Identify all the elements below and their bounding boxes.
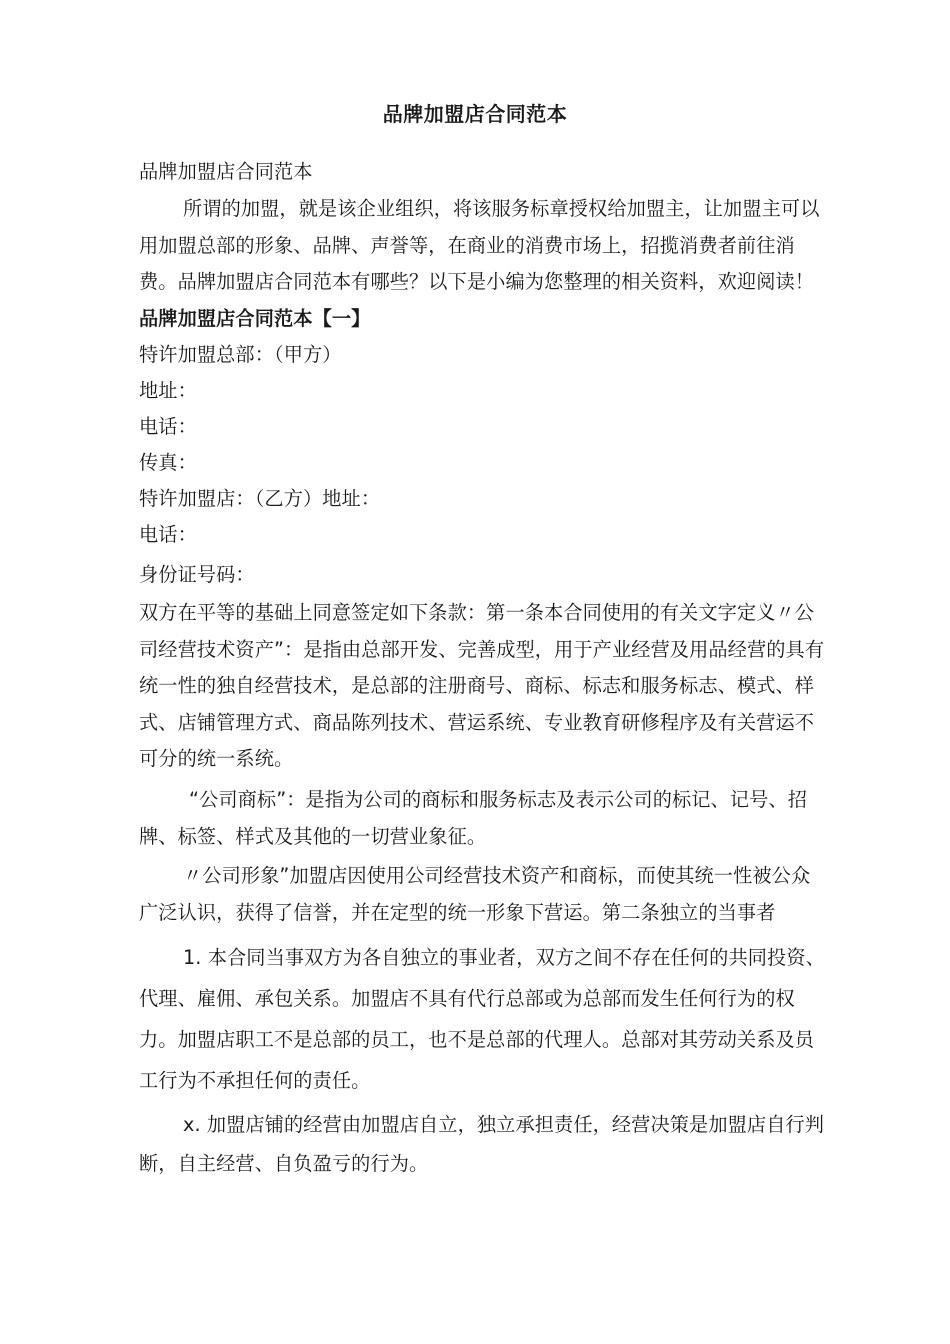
- field-store: 特许加盟店：（乙方）地址：: [139, 487, 381, 510]
- intro-text: 所谓的加盟，就是该企业组织，将该服务标章授权给加盟主，让加盟主可以用加盟总部的形象、品牌、声誉等，在商业的消费市场上，招揽消费者前往消费。品牌加盟店合同范本有哪些？以下是小编为您整理的相关资料，欢迎阅读！: [139, 197, 820, 293]
- field-hq: 特许加盟总部：（甲方）: [139, 343, 342, 366]
- field-hq-phone: 电话：: [139, 415, 197, 438]
- item-two: x. 加盟店铺的经营由加盟店自立，独立承担责任，经营决策是加盟店自行判断，自主经营、自负盈亏的行为。: [139, 1113, 825, 1176]
- field-hq-address: 地址：: [139, 379, 197, 402]
- document-subtitle: 品牌加盟店合同范本: [139, 160, 313, 183]
- section-heading-one: 品牌加盟店合同范本【一】: [139, 306, 371, 330]
- clause-one-paragraph: 双方在平等的基础上同意签定如下条款：第一条本合同使用的有关文字定义〃公司经营技术资产”：是指由总部开发、完善成型，用于产业经营及用品经营的具有统一性的独自经营技术，是总部的注册商号、商标、标志和服务标志、模式、样式、店铺管理方式、商品陈列技术、营运系统、专业教育研修程序及有关营运不可分的统一系统。: [139, 601, 825, 771]
- document-body: [139, 154, 829, 1183]
- field-hq-fax: 传真：: [139, 451, 197, 474]
- field-store-phone: 电话：: [139, 523, 197, 546]
- definition-trademark: “公司商标”：是指为公司的商标和服务标志及表示公司的标记、记号、招牌、标签、样式及其他的一切营业象征。: [139, 787, 807, 848]
- document-title: 品牌加盟店合同范本: [382, 102, 568, 126]
- definition-image: 〃公司形象”加盟店因使用公司经营技术资产和商标，而使其统一性被公众广泛认识，获得了信誉，并在定型的统一形象下营运。第二条独立的当事者: [139, 864, 811, 924]
- intro-paragraph: [139, 191, 829, 337]
- item-one: 1. 本合同当事双方为各自独立的事业者，双方之间不存在任何的共同投资、代理、雇佣、承包关系。加盟店不具有代行总部或为总部而发生任何行为的权力。加盟店职工不是总部的员工，也不是总部的代理人。总部对其劳动关系及员工行为不承担任何的责任。: [139, 946, 825, 1093]
- field-store-id: 身份证号码：: [139, 563, 255, 586]
